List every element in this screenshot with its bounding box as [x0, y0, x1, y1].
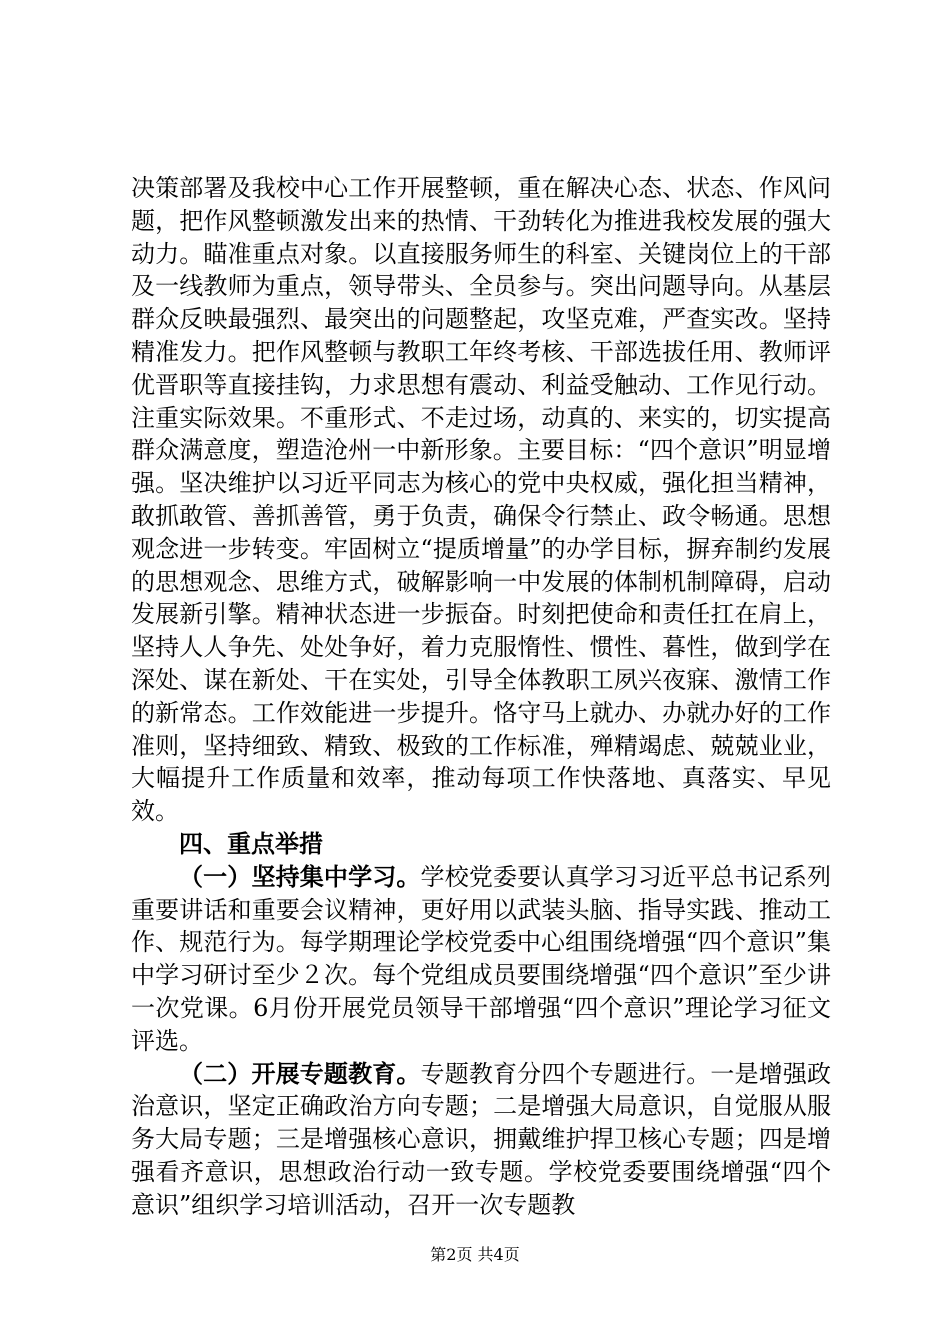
item-title-2: （二）开展专题教育。 — [179, 1059, 421, 1088]
item-paragraph-1 — [131, 861, 831, 1058]
item-paragraph-2 — [131, 1058, 831, 1222]
item-body-1: 学校党委要认真学习习近平总书记系列重要讲话和重要会议精神，更好用以武装头脑、指导实践、推动工作、规范行为。每学期理论学校党委中心组围绕增强“四个意识”集中学习研讨至少２次。每个党组成员要围绕增强“四个意识”至少讲一次党课。6月份开展党员领导干部增强“四个意识”理论学习征文评选。 — [131, 862, 832, 1055]
continued-paragraph: 决策部署及我校中心工作开展整顿，重在解决心态、状态、作风问题，把作风整顿激发出来的热情、干劲转化为推进我校发展的强大动力。瞄准重点对象。以直接服务师生的科室、关键岗位上的干部及一线教师为重点，领导带头、全员参与。突出问题导向。从基层群众反映最强烈、最突出的问题整起，攻坚克难，严查实改。坚持精准发力。把作风整顿与教职工年终考核、干部选拔任用、教师评优晋职等直接挂钩，力求思想有震动、利益受触动、工作见行动。注重实际效果。不重形式、不走过场，动真的、来实的，切实提高群众满意度，塑造沧州一中新形象。主要目标：“四个意识”明显增强。坚决维护以习近平同志为核心的党中央权威，强化担当精神，敢抓敢管、善抓善管，勇于负责，确保令行禁止、政令畅通。思想观念进一步转变。牢固树立“提质增量”的办学目标，摒弃制约发展的思想观念、思维方式，破解影响一中发展的体制机制障碍，启动发展新引擎。精神状态进一步振奋。时刻把使命和责任扛在肩上，坚持人人争先、处处争好，着力克服惰性、惯性、暮性，做到学在深处、谋在新处、干在实处，引导全体教职工夙兴夜寐、激情工作的新常态。工作效能进一步提升。恪守马上就办、办就办好的工作准则，坚持细致、精致、极致的工作标准，殚精竭虑、兢兢业业，大幅提升工作质量和效率，推动每项工作快落地、真落实、早见效。 — [131, 174, 831, 826]
item-title-1: （一）坚持集中学习。 — [179, 862, 421, 891]
document-body — [131, 172, 831, 1222]
page-footer: 第2页 共4页 — [430, 1245, 520, 1264]
section-heading: 四、重点举措 — [179, 829, 323, 858]
item-body-2: 专题教育分四个专题进行。一是增强政治意识，坚定正确政治方向专题；二是增强大局意识，自觉服从服务大局专题；三是增强核心意识，拥戴维护捍卫核心专题；四是增强看齐意识，思想政治行动一致专题。学校党委要围绕增强“四个意识”组织学习培训活动，召开一次专题教 — [131, 1059, 832, 1219]
